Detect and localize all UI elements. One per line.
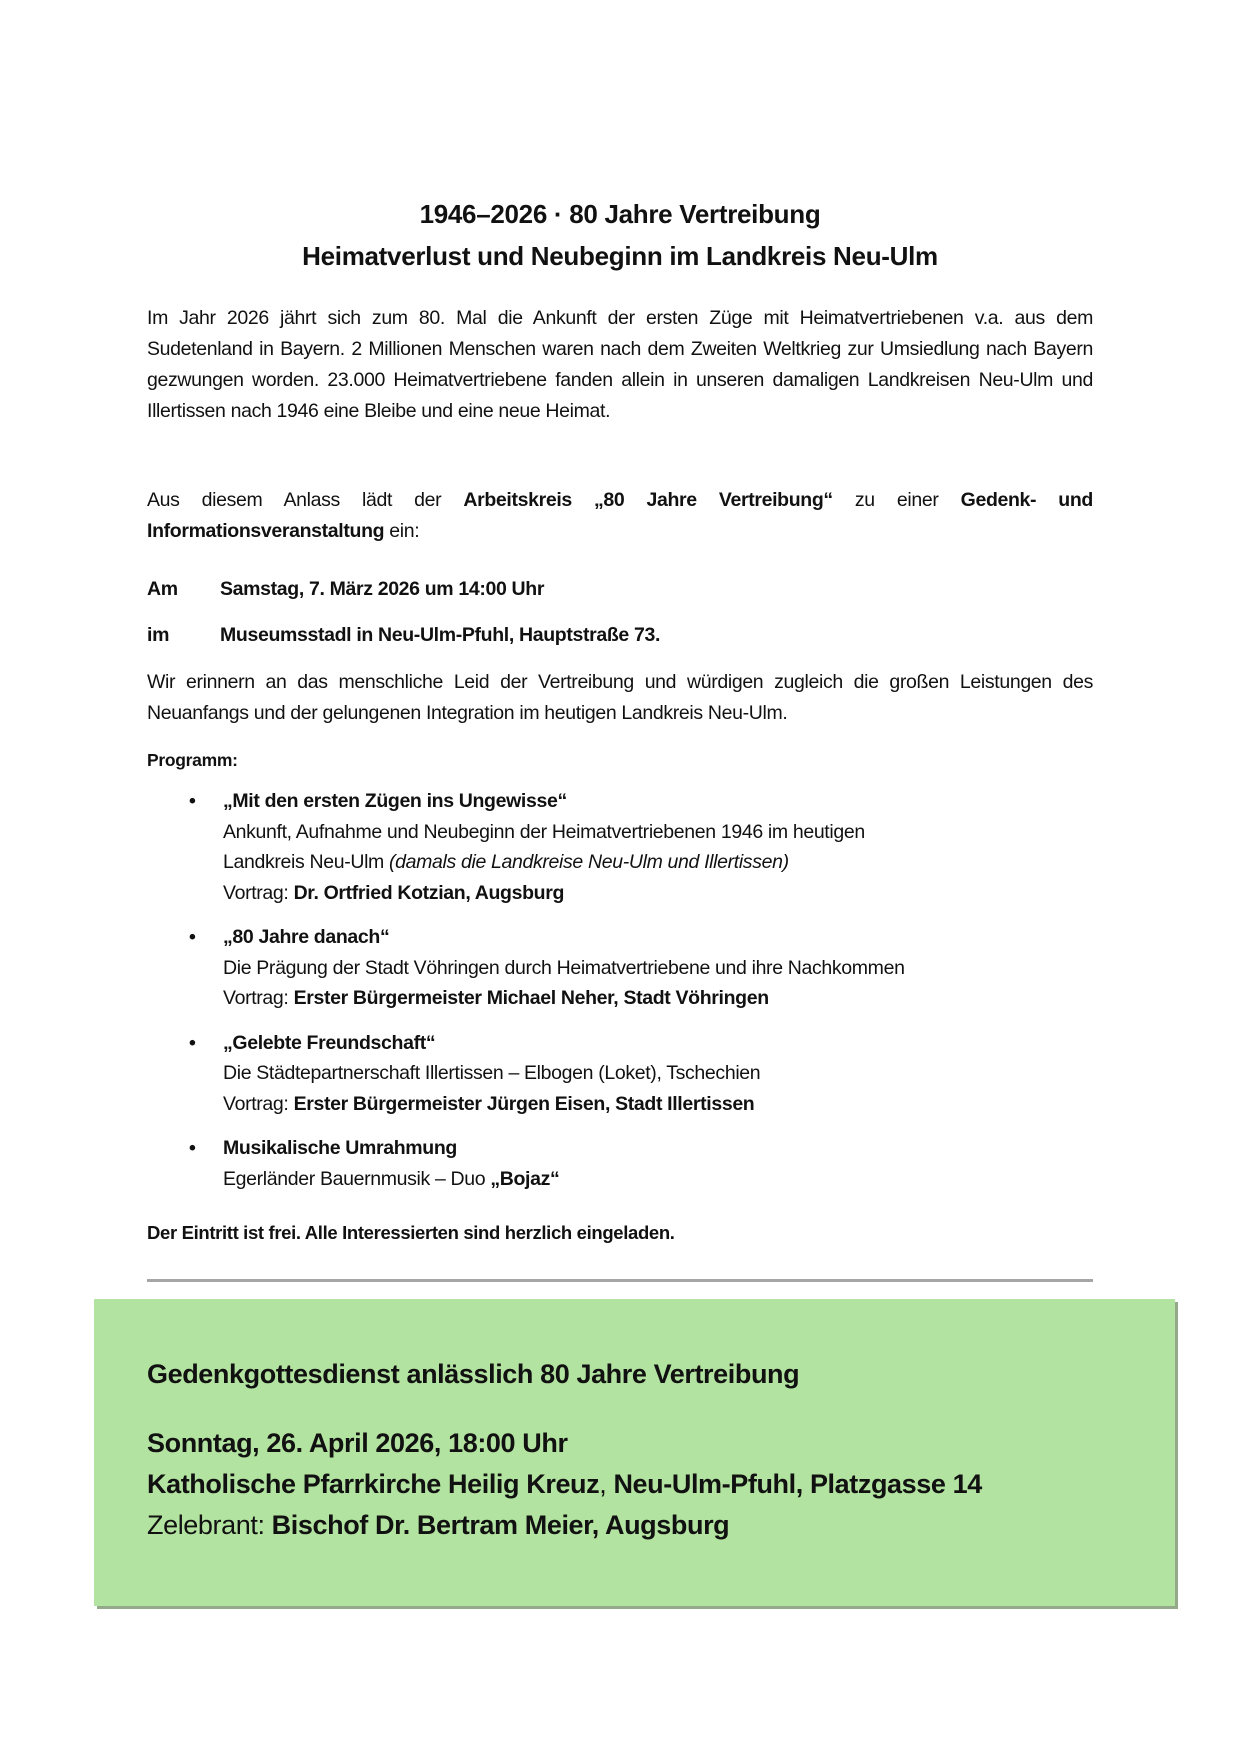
programm-item xyxy=(147,922,1093,1014)
title-line-2: Heimatverlust und Neubeginn im Landkreis Neu-Ulm xyxy=(302,241,938,271)
invitation-paragraph xyxy=(147,485,1093,547)
invitation-part1: Aus diesem Anlass lädt der xyxy=(147,489,464,511)
invitation-part3: ein: xyxy=(384,520,420,542)
intro-paragraph xyxy=(147,303,1093,427)
service-address: Neu-Ulm-Pfuhl, Platzgasse 14 xyxy=(613,1469,982,1499)
service-announcement-box xyxy=(94,1299,1175,1606)
bullet-icon: • xyxy=(189,1031,196,1054)
programm-item xyxy=(147,1028,1093,1120)
event-date-value: Samstag, 7. März 2026 um 14:00 Uhr xyxy=(220,578,545,600)
programm-item-title: „80 Jahre danach“ xyxy=(223,926,390,948)
programm-item-speaker xyxy=(223,878,1093,909)
service-celebrant xyxy=(147,1505,982,1546)
programm-item xyxy=(147,1133,1093,1194)
programm-list xyxy=(147,786,1093,1208)
programm-item-description: Die Städtepartnerschaft Illertissen – Elbogen (Loket), Tschechien xyxy=(223,1062,761,1084)
bullet-icon: • xyxy=(189,790,196,812)
event-place-label: im xyxy=(147,624,170,646)
event-date-label: Am xyxy=(147,578,178,600)
organizer-name: Arbeitskreis „80 Jahre Vertreibung“ xyxy=(463,489,833,511)
description-text: Egerländer Bauernmusik – Duo xyxy=(223,1167,491,1190)
invitation-text xyxy=(147,485,1093,547)
intro-text: Im Jahr 2026 jährt sich zum 80. Mal die Ankunft der ersten Züge mit Heimatvertriebenen v.a. aus dem Sudetenland in Bayern. 2 Millionen Menschen waren nach dem Zweiten Weltkrieg zur Umsiedlung nach Bayern gezwungen worden. 23.000 Heimatvertriebene fanden allein in unseren damaligen Landkreisen Neu-Ulm und Illertissen nach 1946 eine Bleibe und eine neue Heimat. xyxy=(147,307,1093,422)
programm-item-title: Musikalische Umrahmung xyxy=(223,1137,457,1159)
speaker-label: Vortrag: xyxy=(223,881,294,904)
programm-item-speaker xyxy=(223,1089,1093,1120)
event-place-value: Museumsstadl in Neu-Ulm-Pfuhl, Hauptstraße 73. xyxy=(220,624,661,646)
location-separator: , xyxy=(599,1469,614,1499)
programm-item-title: „Gelebte Freundschaft“ xyxy=(223,1031,436,1054)
programm-item xyxy=(147,786,1093,908)
tribute-text: Wir erinnern an das menschliche Leid der Vertreibung und würdigen zugleich die großen Leistungen des Neuanfangs und der gelungenen Integration im heutigen Landkreis Neu-Ulm. xyxy=(147,671,1093,724)
description-text: Landkreis Neu-Ulm xyxy=(223,851,390,873)
band-name: „Bojaz“ xyxy=(490,1167,560,1190)
speaker-name: Erster Bürgermeister Jürgen Eisen, Stadt Illertissen xyxy=(293,1092,755,1115)
description-note: (damals die Landkreise Neu-Ulm und Illertissen) xyxy=(389,851,789,873)
closing-note: Der Eintritt ist frei. Alle Interessierten sind herzlich eingeladen. xyxy=(147,1222,675,1243)
document-title xyxy=(0,193,1240,277)
event-date-row xyxy=(147,578,544,601)
service-details xyxy=(147,1423,982,1546)
title-line-1: 1946–2026 · 80 Jahre Vertreibung xyxy=(419,199,821,229)
speaker-label: Vortrag: xyxy=(223,987,294,1009)
programm-item-description-2 xyxy=(223,847,1093,878)
programm-item-speaker xyxy=(223,983,1093,1014)
programm-heading: Programm: xyxy=(147,750,238,770)
service-title: Gedenkgottesdienst anlässlich 80 Jahre Vertreibung xyxy=(147,1359,800,1389)
service-church: Katholische Pfarrkirche Heilig Kreuz xyxy=(147,1469,600,1499)
speaker-label: Vortrag: xyxy=(223,1092,294,1115)
celebrant-name: Bischof Dr. Bertram Meier, Augsburg xyxy=(271,1510,730,1540)
service-date: Sonntag, 26. April 2026, 18:00 Uhr xyxy=(147,1428,568,1458)
tribute-paragraph xyxy=(147,667,1093,729)
service-location xyxy=(147,1464,982,1505)
event-type: Gedenk- und Informationsveranstaltung xyxy=(147,489,1093,542)
event-place-row xyxy=(147,624,660,647)
bullet-icon: • xyxy=(189,1137,196,1159)
programm-item-description xyxy=(223,1164,1093,1195)
programm-item-description: Ankunft, Aufnahme und Neubeginn der Heimatvertriebenen 1946 im heutigen xyxy=(223,820,865,843)
speaker-name: Erster Bürgermeister Michael Neher, Stadt Vöhringen xyxy=(293,987,769,1009)
programm-item-description: Die Prägung der Stadt Vöhringen durch Heimatvertriebene und ihre Nachkommen xyxy=(223,956,905,979)
celebrant-label: Zelebrant: xyxy=(147,1510,272,1540)
section-divider xyxy=(147,1279,1093,1282)
programm-item-title: „Mit den ersten Zügen ins Ungewisse“ xyxy=(223,790,567,812)
invitation-part2: zu einer xyxy=(832,489,961,511)
bullet-icon: • xyxy=(189,926,196,948)
speaker-name: Dr. Ortfried Kotzian, Augsburg xyxy=(293,881,565,904)
